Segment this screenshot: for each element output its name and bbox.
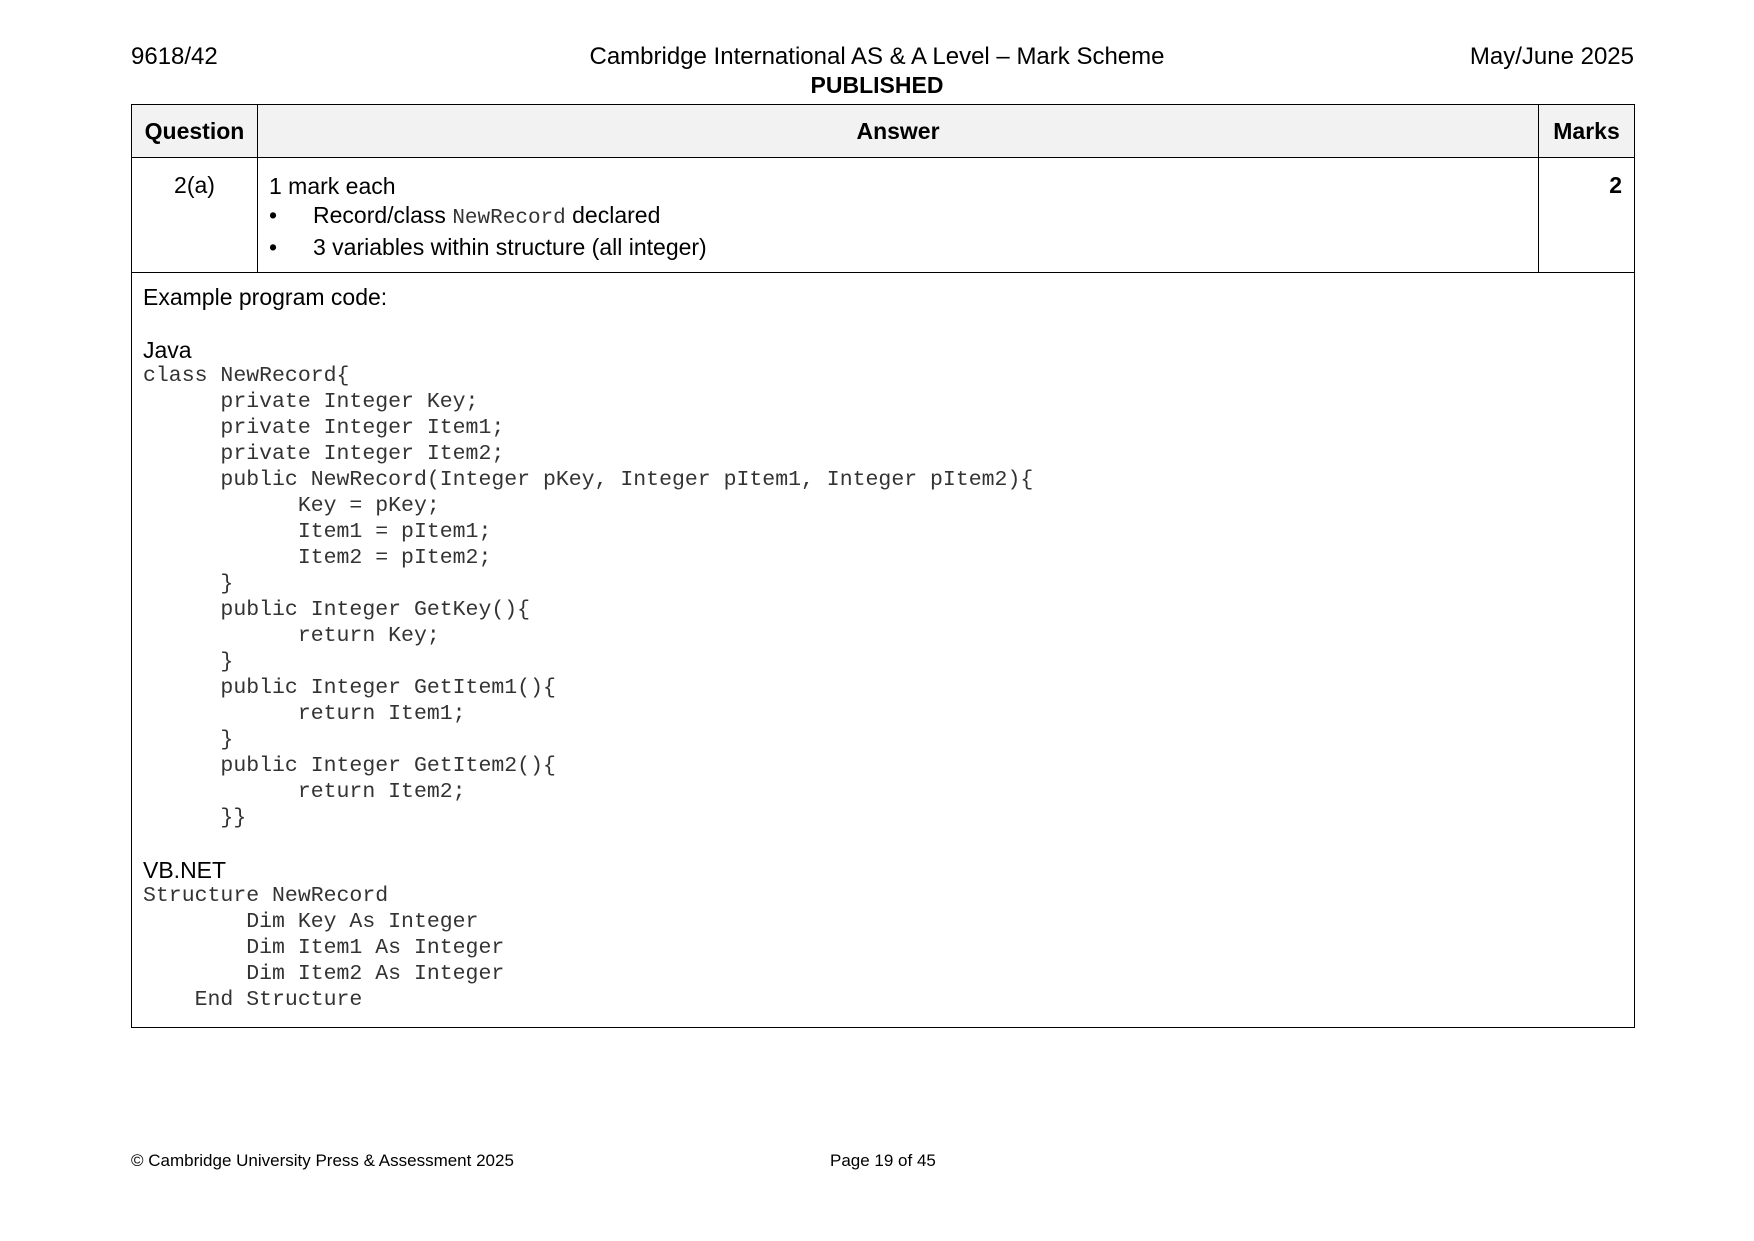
example-heading: Example program code: <box>143 284 388 310</box>
vbnet-code-block: Structure NewRecord Dim Key As Integer Dim Item1 As Integer Dim Item2 As Integer End Structure <box>143 884 505 1012</box>
marks-column-header: Marks <box>1539 105 1635 158</box>
bullet-prefix: Record/class <box>313 202 453 228</box>
vbnet-label: VB.NET <box>143 857 227 883</box>
java-label: Java <box>143 337 192 363</box>
answer-cell <box>258 158 1539 273</box>
page-number: Page 19 of 45 <box>830 1151 936 1170</box>
marks-value: 2 <box>1539 158 1635 273</box>
published-label: PUBLISHED <box>810 72 944 98</box>
copyright-notice: © Cambridge University Press & Assessment 2025 <box>131 1151 514 1170</box>
answer-column-header: Answer <box>258 105 1539 158</box>
mark-scheme-table <box>131 104 1635 1028</box>
question-number: 2(a) <box>132 158 258 273</box>
exam-session: May/June 2025 <box>1469 43 1634 70</box>
table-header-row <box>132 105 1635 158</box>
list-item <box>269 233 1528 262</box>
question-column-header: Question <box>132 105 258 158</box>
bullet-text: 3 variables within structure (all integer) <box>313 234 707 260</box>
example-code-cell <box>132 273 1635 1028</box>
bullet-text <box>313 201 660 233</box>
table-row <box>132 158 1635 273</box>
paper-code: 9618/42 <box>131 43 218 70</box>
bullet-suffix: declared <box>565 202 661 228</box>
document-title: Cambridge International AS & A Level – Mark Scheme <box>589 43 1165 70</box>
inline-code: NewRecord <box>452 207 566 230</box>
bullet-glyph: • <box>269 202 278 228</box>
bullet-glyph: • <box>269 234 278 260</box>
answer-intro: 1 mark each <box>269 173 396 199</box>
list-item <box>269 201 1528 233</box>
java-code-block: class NewRecord{ private Integer Key; private Integer Item1; private Integer Item2; public NewRecord(Integer pKey, Integer pItem1, Integer pItem2){ Key = pKey; Item1 = pItem1; Item2 = pItem2; } public Integer GetKey(){ return Key; } public Integer GetItem1(){ return Item1; } public Integer GetItem2(){ return Item2; }} <box>143 364 1034 830</box>
example-code-row <box>132 273 1635 1028</box>
